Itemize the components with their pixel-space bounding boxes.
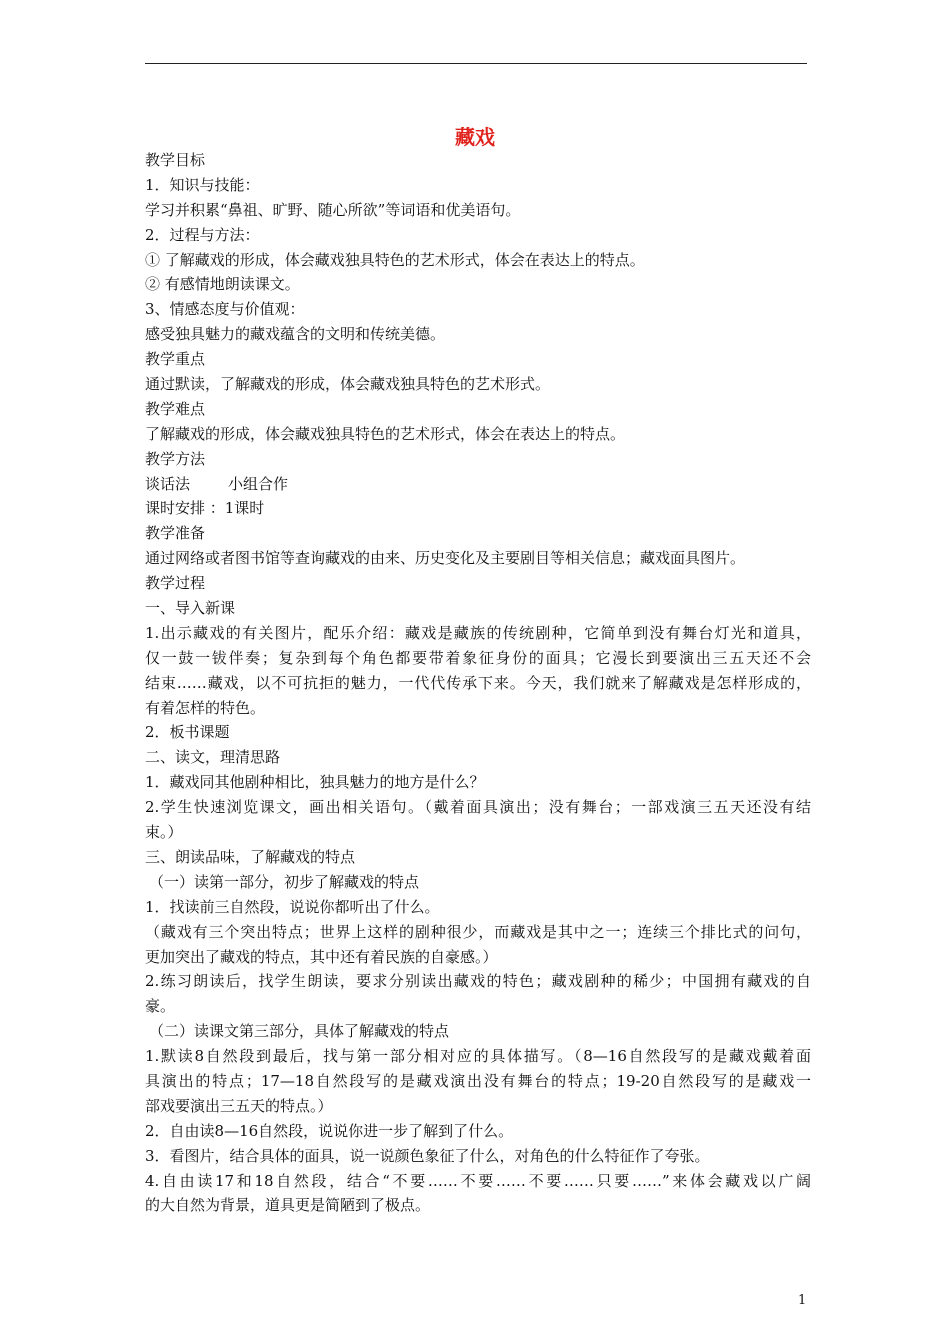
text-line: 有着怎样的特色。 — [145, 698, 266, 717]
text-line: 课时安排 ：1课时 — [145, 499, 265, 518]
text-line: 感受独具魅力的藏戏蕴含的文明和传统美德。 — [145, 325, 446, 344]
text-line: 教学难点 — [145, 399, 206, 418]
text-line: 1．找读前三自然段，说说你都听出了什么。 — [145, 897, 440, 916]
page-number: 1 — [798, 1293, 807, 1308]
text-line: 学习并积累“鼻祖、旷野、随心所欲”等词语和优美语句。 — [145, 200, 521, 219]
text-line: 的大自然为背景，道具更是简陋到了极点。 — [145, 1196, 431, 1215]
text-line: 一、导入新课 — [145, 599, 236, 618]
text-line: 部戏要演出三五天的特点。） — [145, 1096, 333, 1115]
text-line: 二、读文，理清思路 — [145, 748, 281, 767]
text-line: （二）读课文第三部分，具体了解藏戏的特点 — [149, 1022, 450, 1041]
text-line: 三、朗读品味，了解藏戏的特点 — [145, 847, 356, 866]
text-line: 2．自由读8—16自然段，说说你进一步了解到了什么。 — [145, 1121, 514, 1140]
text-line: 结束……藏戏，以不可抗拒的魅力，一代代传承下来。今天，我们就来了解藏戏是怎样形成的， — [145, 673, 811, 692]
text-line: 2.练习朗读后，找学生朗读，要求分别读出藏戏的特色；藏戏剧种的稀少；中国拥有藏戏的自 — [145, 972, 811, 991]
text-line: 2．板书课题 — [145, 723, 230, 742]
text-line: 通过网络或者图书馆等查询藏戏的由来、历史变化及主要剧目等相关信息；藏戏面具图片。 — [145, 549, 746, 568]
text-line: 2.学生快速浏览课文，画出相关语句。（戴着面具演出；没有舞台；一部戏演三五天还没有结 — [145, 798, 811, 817]
text-line: 仅一鼓一钹伴奏；复杂到每个角色都要带着象征身份的面具；它漫长到要演出三五天还不会 — [145, 648, 811, 667]
text-line: 教学准备 — [145, 524, 206, 543]
text-line: 3、情感态度与价值观： — [145, 300, 305, 319]
method-talk: 谈话法 — [145, 474, 191, 493]
text-line: 1．知识与技能： — [145, 175, 260, 194]
text-line: 教学重点 — [145, 350, 206, 369]
text-line: 1.默读8自然段到最后，找与第一部分相对应的具体描写。（8—16自然段写的是藏戏戴着面 — [145, 1047, 811, 1066]
text-line: 4.自由读17和18自然段，结合“不要……不要……不要……只要……”来体会藏戏以广阔 — [145, 1171, 811, 1190]
teaching-methods-line — [145, 472, 811, 497]
text-line: 3．看图片，结合具体的面具，说一说颜色象征了什么，对角色的什么特征作了夸张。 — [145, 1146, 710, 1165]
text-line: 教学方法 — [145, 449, 206, 468]
header-rule — [145, 63, 807, 64]
text-line: 教学目标 — [145, 151, 206, 169]
document-body — [145, 148, 811, 1218]
text-line: ① 了解藏戏的形成，体会藏戏独具特色的艺术形式，体会在表达上的特点。 — [145, 250, 645, 269]
method-group: 小组合作 — [228, 474, 289, 493]
text-line: （藏戏有三个突出特点；世界上这样的剧种很少，而藏戏是其中之一；连续三个排比式的问句， — [145, 922, 811, 941]
text-line: 豪。 — [145, 997, 176, 1016]
text-line: 了解藏戏的形成，体会藏戏独具特色的艺术形式，体会在表达上的特点。 — [145, 424, 626, 443]
page-title: 藏戏 — [455, 125, 495, 149]
text-line: ② 有感情地朗读课文。 — [145, 275, 300, 294]
text-line: 具演出的特点；17—18自然段写的是藏戏演出没有舞台的特点；19-20自然段写的是藏戏一 — [145, 1071, 811, 1090]
text-line: 束。） — [145, 823, 183, 842]
text-line: 更加突出了藏戏的特点，其中还有着民族的自豪感。） — [145, 947, 498, 966]
text-line: 1．藏戏同其他剧种相比，独具魅力的地方是什么？ — [145, 773, 485, 792]
text-line: 通过默读，了解藏戏的形成，体会藏戏独具特色的艺术形式。 — [145, 375, 551, 394]
text-line: 1.出示藏戏的有关图片，配乐介绍：藏戏是藏族的传统剧种，它简单到没有舞台灯光和道具， — [145, 623, 811, 642]
text-line: （一）读第一部分，初步了解藏戏的特点 — [149, 872, 420, 891]
text-line: 2．过程与方法： — [145, 225, 260, 244]
text-line: 教学过程 — [145, 574, 206, 593]
